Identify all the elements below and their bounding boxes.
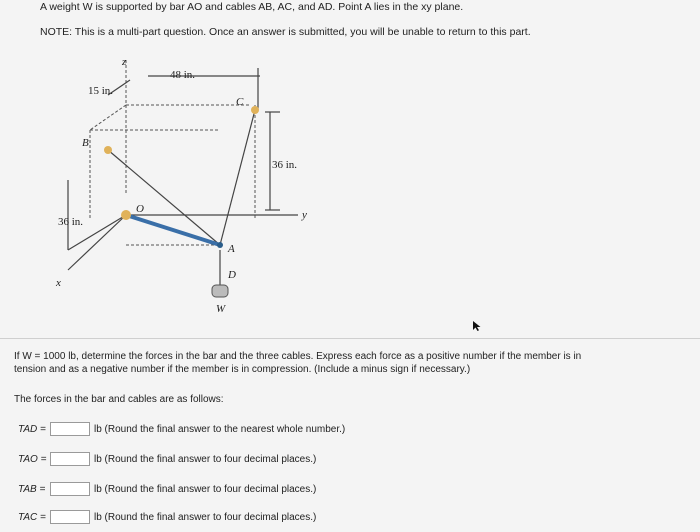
weight-block	[212, 285, 228, 297]
answer-row-tad	[18, 421, 345, 437]
joint-C	[251, 106, 259, 114]
dim-36-right-label: 36 in.	[272, 159, 298, 171]
answer-label: TAC =	[18, 511, 46, 523]
answer-row-tac	[18, 509, 316, 525]
tab-input[interactable]	[50, 482, 90, 496]
axis-z-label: z	[122, 56, 127, 68]
question-intro: The forces in the bar and cables are as follows:	[14, 394, 224, 405]
statics-figure	[40, 50, 330, 330]
answer-unit: lb (Round the final answer to four decimal places.)	[94, 453, 317, 465]
joint-A	[217, 242, 223, 248]
joint-B	[104, 146, 112, 154]
answer-unit: lb (Round the final answer to the nearest whole number.)	[94, 423, 346, 435]
answer-label: TAO =	[18, 453, 47, 465]
point-A-label: A	[228, 243, 235, 255]
dim-15-label: 15 in.	[88, 85, 114, 97]
cable-AC	[220, 110, 255, 245]
question-text-line1: If W = 1000 lb, determine the forces in the bar and the three cables. Express each force as a positive number if the member is in	[14, 351, 582, 362]
axis-y-label: y	[302, 209, 307, 221]
point-B-label: B	[82, 137, 89, 149]
dashed-top-left	[90, 105, 126, 130]
answer-row-tao	[18, 451, 316, 467]
weight-W-label: W	[216, 303, 226, 315]
dim-48-label: 48 in.	[170, 69, 196, 81]
point-C-label: C	[236, 96, 244, 108]
answer-unit: lb (Round the final answer to four decimal places.)	[94, 511, 317, 523]
tac-input[interactable]	[50, 510, 90, 524]
mouse-cursor-icon	[472, 320, 482, 332]
bar-AO	[126, 215, 220, 245]
answer-label: TAD =	[18, 423, 46, 435]
problem-note: NOTE: This is a multi-part question. Once an answer is submitted, you will be unable to return to this part.	[40, 26, 531, 38]
section-divider	[0, 338, 700, 339]
answer-row-tab	[18, 481, 316, 497]
cable-AB	[108, 150, 220, 245]
answer-unit: lb (Round the final answer to four decimal places.)	[94, 483, 317, 495]
axis-x-label: x	[56, 277, 61, 289]
joint-O	[121, 210, 131, 220]
point-D-label: D	[228, 269, 236, 281]
tao-input[interactable]	[50, 452, 90, 466]
point-O-label: O	[136, 203, 144, 215]
question-text-line2: tension and as a negative number if the member is in compression. (Include a minus sign if necessary.)	[14, 364, 471, 375]
problem-statement-line1: A weight W is supported by bar AO and cables AB, AC, and AD. Point A lies in the xy plane.	[40, 1, 464, 13]
answer-label: TAB =	[18, 483, 46, 495]
dim-36-left-label: 36 in.	[58, 216, 84, 228]
tad-input[interactable]	[50, 422, 90, 436]
